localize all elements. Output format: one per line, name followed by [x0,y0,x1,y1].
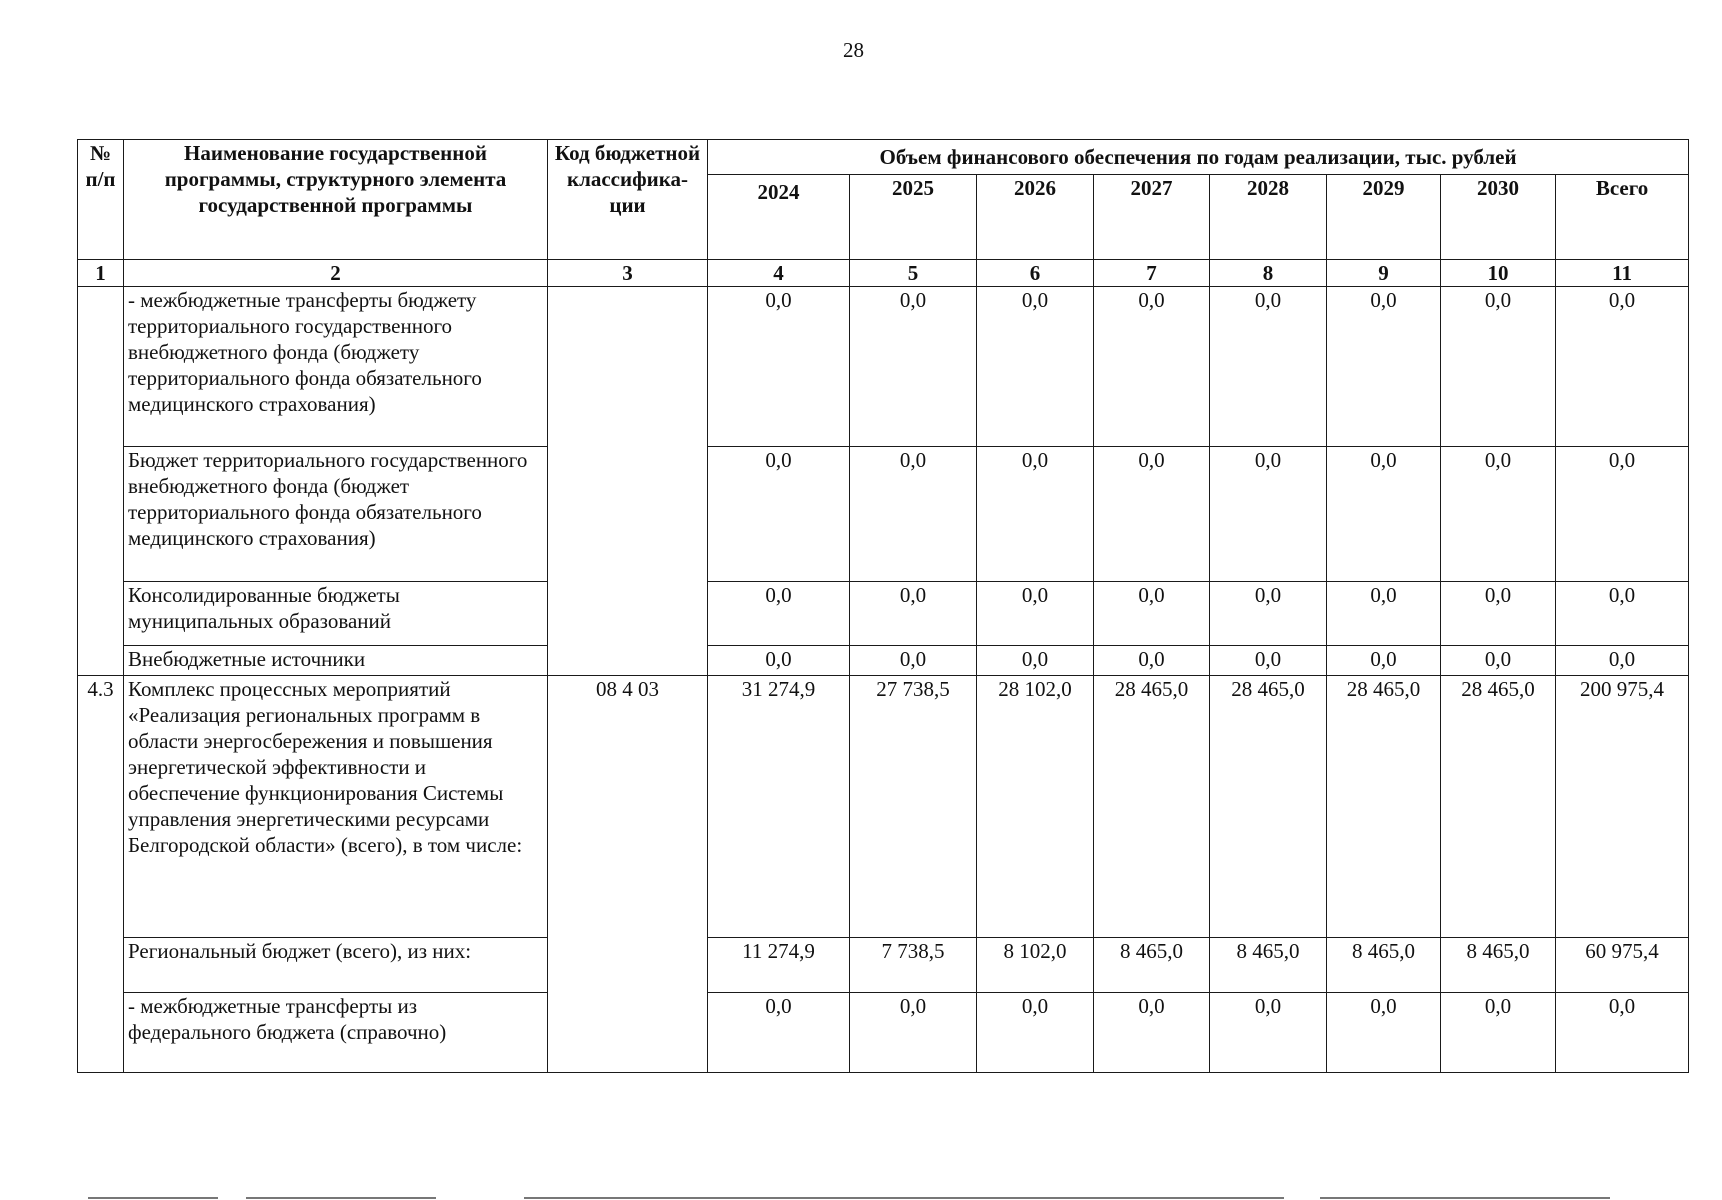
row-name: - межбюджетные трансферты бюджету территориального государственного внебюджетного фонда (бюджету территориального фонда обязательного медицинского страхования) [124,287,548,447]
table-row [78,447,1689,582]
header-num: № п/п [78,140,124,260]
value-cell: 0,0 [1327,993,1441,1073]
row-name: - межбюджетные трансферты из федерального бюджета (справочно) [124,993,548,1073]
value-cell: 28 102,0 [977,676,1094,938]
value-cell: 0,0 [1210,582,1327,646]
header-year: 2029 [1327,175,1441,260]
value-cell: 0,0 [708,646,850,676]
value-cell: 8 465,0 [1441,938,1556,993]
row-num: 4.3 [78,676,124,1073]
header-year: 2024 [708,175,850,260]
header-year: 2030 [1441,175,1556,260]
value-cell: 0,0 [850,287,977,447]
value-cell: 0,0 [977,646,1094,676]
column-number: 3 [548,260,708,287]
value-cell: 28 465,0 [1094,676,1210,938]
row-num [78,287,124,676]
table-row [78,676,1689,938]
column-number: 7 [1094,260,1210,287]
value-cell: 0,0 [708,582,850,646]
table-row [78,582,1689,646]
column-number: 5 [850,260,977,287]
value-cell: 0,0 [1210,646,1327,676]
row-name: Внебюджетные источники [124,646,548,676]
column-number: 2 [124,260,548,287]
value-cell: 0,0 [977,993,1094,1073]
value-cell: 31 274,9 [708,676,850,938]
table-row [78,938,1689,993]
row-name: Региональный бюджет (всего), из них: [124,938,548,993]
row-name: Консолидированные бюджеты муниципальных образований [124,582,548,646]
column-number: 1 [78,260,124,287]
value-cell: 0,0 [1094,447,1210,582]
value-cell: 0,0 [977,582,1094,646]
header-funding: Объем финансового обеспечения по годам реализации, тыс. рублей [708,140,1689,175]
column-number: 8 [1210,260,1327,287]
value-cell: 0,0 [1094,646,1210,676]
table-row [78,287,1689,447]
total-cell: 0,0 [1556,287,1689,447]
value-cell: 0,0 [1441,646,1556,676]
value-cell: 0,0 [1327,287,1441,447]
value-cell: 0,0 [1327,582,1441,646]
column-number: 9 [1327,260,1441,287]
value-cell: 8 465,0 [1327,938,1441,993]
value-cell: 28 465,0 [1327,676,1441,938]
value-cell: 8 102,0 [977,938,1094,993]
value-cell: 0,0 [708,447,850,582]
column-number: 6 [977,260,1094,287]
total-cell: 0,0 [1556,447,1689,582]
value-cell: 0,0 [977,287,1094,447]
header-year: 2028 [1210,175,1327,260]
value-cell: 0,0 [850,447,977,582]
value-cell: 0,0 [977,447,1094,582]
value-cell: 0,0 [1094,993,1210,1073]
column-number-row [78,260,1689,287]
column-number: 10 [1441,260,1556,287]
value-cell: 28 465,0 [1210,676,1327,938]
value-cell: 7 738,5 [850,938,977,993]
header-row [78,140,1689,175]
value-cell: 0,0 [1441,993,1556,1073]
total-cell: 60 975,4 [1556,938,1689,993]
value-cell: 0,0 [1210,993,1327,1073]
value-cell: 0,0 [708,287,850,447]
value-cell: 27 738,5 [850,676,977,938]
total-cell: 200 975,4 [1556,676,1689,938]
value-cell: 0,0 [1441,447,1556,582]
column-number: 4 [708,260,850,287]
table-row [78,993,1689,1073]
total-cell: 0,0 [1556,582,1689,646]
row-name: Комплекс процессных мероприятий «Реализация региональных программ в области энергосбережения и повышения энергетической эффективности и обеспечение функционирования Системы управления энергетическими ресурсами Белгородской области» (всего), в том числе: [124,676,548,938]
value-cell: 0,0 [1210,287,1327,447]
row-code [548,287,708,676]
column-number: 11 [1556,260,1689,287]
value-cell: 0,0 [850,646,977,676]
row-name: Бюджет территориального государственного внебюджетного фонда (бюджет территориального фонда обязательного медицинского страхования) [124,447,548,582]
budget-table [77,139,1689,1073]
value-cell: 8 465,0 [1210,938,1327,993]
value-cell: 0,0 [1210,447,1327,582]
row-code: 08 4 03 [548,676,708,1073]
page-number: 28 [843,38,864,62]
value-cell: 0,0 [1441,287,1556,447]
value-cell: 0,0 [1094,582,1210,646]
header-name: Наименование государственной программы, структурного элемента государственной программы [124,140,548,260]
total-cell: 0,0 [1556,993,1689,1073]
value-cell: 0,0 [850,993,977,1073]
header-year: 2026 [977,175,1094,260]
table-row [78,646,1689,676]
header-code: Код бюджетной классифика- ции [548,140,708,260]
value-cell: 28 465,0 [1441,676,1556,938]
header-year: 2025 [850,175,977,260]
total-cell: 0,0 [1556,646,1689,676]
value-cell: 8 465,0 [1094,938,1210,993]
value-cell: 0,0 [708,993,850,1073]
header-total: Всего [1556,175,1689,260]
header-year: 2027 [1094,175,1210,260]
value-cell: 0,0 [1327,646,1441,676]
value-cell: 0,0 [1327,447,1441,582]
value-cell: 0,0 [1094,287,1210,447]
value-cell: 11 274,9 [708,938,850,993]
value-cell: 0,0 [1441,582,1556,646]
value-cell: 0,0 [850,582,977,646]
